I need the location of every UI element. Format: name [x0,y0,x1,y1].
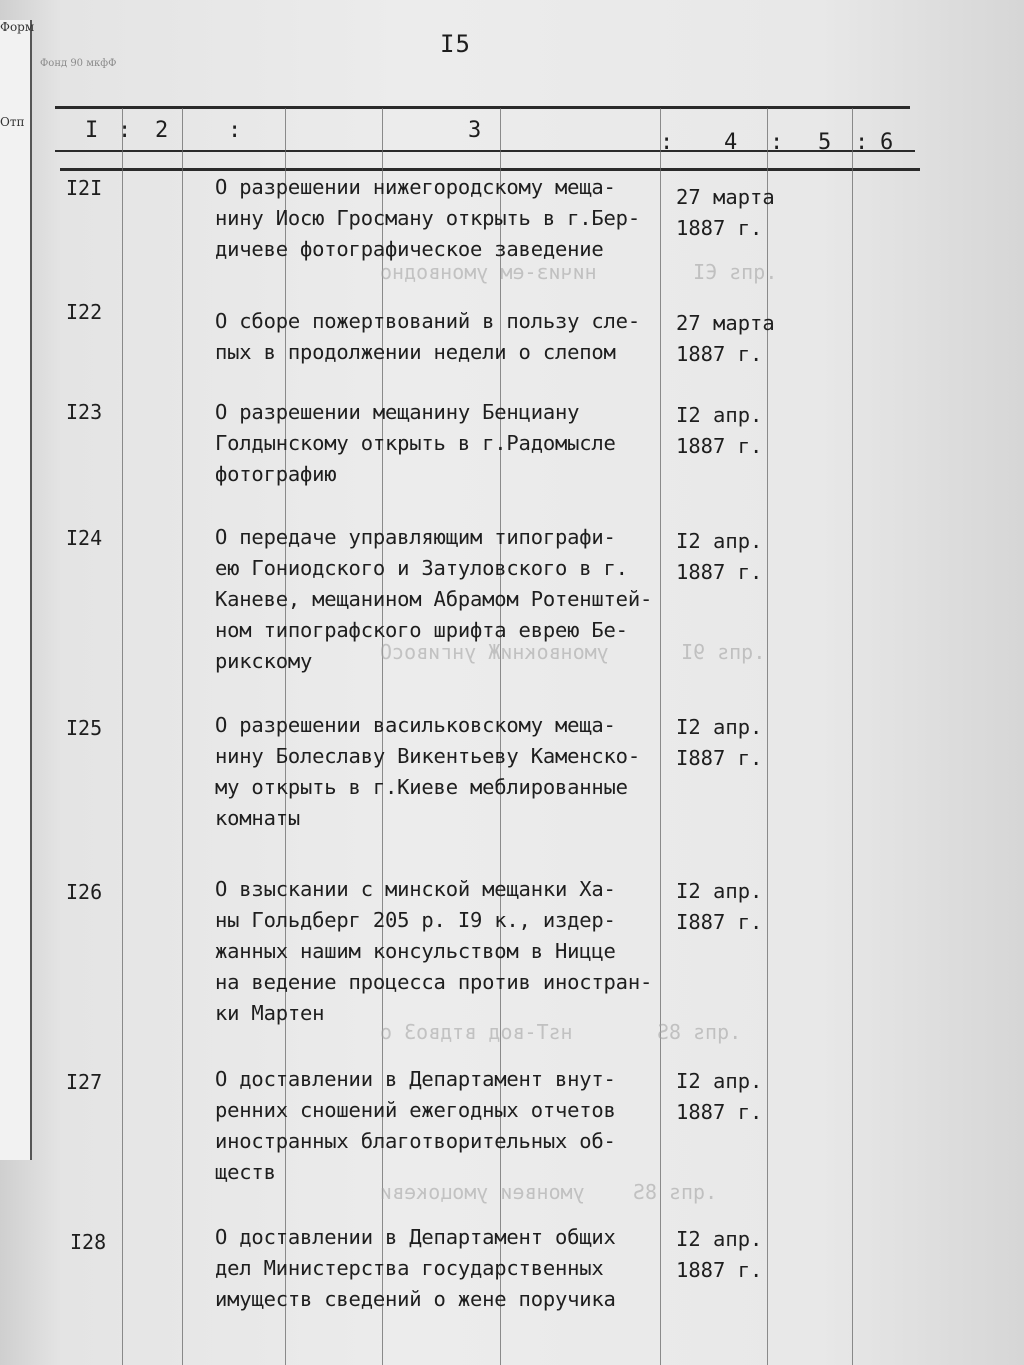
entry-title: О сборе пожертвований в пользу сле- пых в продолжении недели о слепом [215,309,640,364]
column-separator: : [855,130,869,155]
entry-title: О разрешении васильковскому меща- нину Болеславу Викентьеву Каменско- му открыть в г.Киеве меблированные комнаты [215,713,640,830]
underlying-form-card [0,20,35,1160]
bleed-through-text: .qпs 8S нsТ-вод втдвоЗ о [380,1020,742,1044]
entry-title: О разрешении нижегородскому меща- нину Иосю Гросману открыть в г.Бер- дичеве фотографическое заведение [215,175,640,261]
column-divider [767,108,768,1365]
entry-date: I2 апр. 1887 г. [676,529,763,584]
entry-number: I26 [66,880,103,904]
entry-title: О взыскании с минской мещанки Ха- ны Гольдберг 205 р. I9 к., издер- жанных нашим консульством в Ницце на ведение процесса против иностран- ки Мартен [215,877,653,1025]
entry-number: I22 [66,300,103,324]
entry-number: I25 [66,716,103,740]
entry-number: I23 [66,400,103,424]
entry-title: О передаче управляющим типографи- ею Гониодского и Затуловского в г. Каневе, мещанином Абрамом Ротенштей- ном типографского шрифта еврею Бе- рикскому [215,525,653,673]
entry-date: I2 апр. I887 г. [676,715,763,770]
page-number: I5 [440,30,471,58]
table-top-rule [55,106,910,109]
column-separator: : [118,118,132,143]
column-divider [852,108,853,1365]
column-divider [182,108,183,1365]
entry-number: I2I [66,176,103,200]
column-header-4: 4 [724,130,738,155]
bleed-through-text: .qпs ЄI ничиз-ем умонводно [380,260,778,284]
column-divider [122,108,123,1365]
bleed-through-text: .qпs 8S умонвеи умоцокеви [380,1180,718,1204]
entry-date: 27 марта 1887 г. [676,185,775,240]
column-separator: : [770,130,784,155]
form-card-fragment: Форм [0,20,35,34]
table-header-rule [55,150,915,152]
column-header-6: 6 [880,130,894,155]
column-header-2: 2 [155,118,169,143]
entry-date: I2 апр. 1887 г. [676,1227,763,1282]
entry-date: I2 апр. 1887 г. [676,403,763,458]
entry-number: I24 [66,526,103,550]
column-separator: : [228,118,242,143]
entry-title: О доставлении в Департамент общих дел Министерства государственных имуществ сведений о жене поручика [215,1225,616,1311]
entry-title: О разрешении мещанину Бенциану Голдынскому открыть в г.Радомысле фотографию [215,400,616,486]
column-header-1: I [85,118,99,143]
bleed-through-text: .qпs 9I умонвокниЖ унгивосО [380,640,766,664]
entry-date: I2 апр. 1887 г. [676,1069,763,1124]
entry-title: О доставлении в Департамент внут- ренних сношений ежегодных отчетов иностранных благотворительных об- ществ [215,1067,616,1184]
entry-number: I27 [66,1070,103,1094]
column-separator: : [660,130,674,155]
entry-date: I2 апр. I887 г. [676,879,763,934]
column-header-3: 3 [468,118,482,143]
entry-date: 27 марта 1887 г. [676,311,775,366]
form-card-fragment: Отп [0,115,25,129]
table-header-bottom-rule [60,168,920,171]
column-header-5: 5 [818,130,832,155]
bleed-through-text: Фонд 90 мкфФ [40,58,117,69]
entry-number: I28 [70,1230,107,1254]
